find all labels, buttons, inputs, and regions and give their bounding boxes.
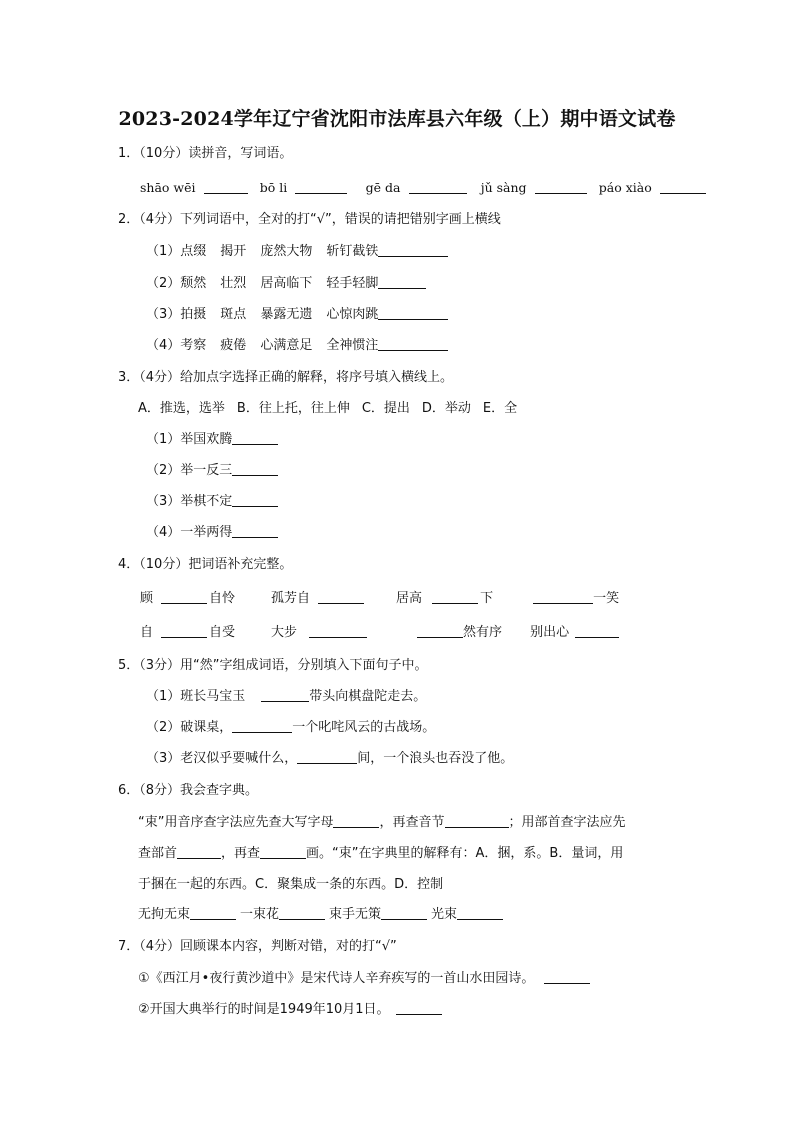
question-6-line-1 xyxy=(138,814,626,832)
question-7-statement-1 xyxy=(138,970,590,988)
answer-blank[interactable] xyxy=(232,719,292,733)
answer-blank[interactable] xyxy=(396,1001,442,1015)
word: 轻手轻脚 xyxy=(326,276,379,291)
question-3-item-2 xyxy=(146,462,278,480)
answer-blank[interactable] xyxy=(378,275,426,289)
question-2-row-1 xyxy=(146,243,448,261)
sentence-part: 一个叱咤风云的古战场。 xyxy=(292,720,436,735)
question-6-line-3: 于捆在一起的东西。C．聚集成一条的东西。D．控制 xyxy=(138,877,444,892)
question-3-item-4 xyxy=(146,524,278,542)
answer-blank[interactable] xyxy=(190,906,236,920)
question-2-row-4 xyxy=(146,337,448,355)
word: 斑点 xyxy=(220,307,247,322)
sentence-part: （1）班长马宝玉 xyxy=(146,689,246,704)
row-number: （1） xyxy=(146,244,181,259)
question-5-heading: 5．（3分）用“然”字组成词语，分别填入下面句子中。 xyxy=(118,658,428,673)
answer-blank[interactable] xyxy=(232,462,278,476)
word: 壮烈 xyxy=(220,276,247,291)
word-part: 一笑 xyxy=(593,591,620,606)
item-text: （4）一举两得 xyxy=(146,525,233,540)
question-1-heading: 1．（10分）读拼音，写词语。 xyxy=(118,146,293,161)
question-7-statement-2 xyxy=(138,1001,442,1019)
word: 颓然 xyxy=(180,276,207,291)
word: 一束花 xyxy=(240,907,280,922)
text: ；用部首查字法应先 xyxy=(508,815,626,830)
answer-blank[interactable] xyxy=(279,906,325,920)
answer-blank[interactable] xyxy=(261,688,309,702)
question-2-row-2 xyxy=(146,275,426,293)
answer-blank[interactable] xyxy=(457,906,503,920)
word-part: 别出心 xyxy=(530,625,570,640)
item-text: （3）举棋不定 xyxy=(146,494,233,509)
word-part: 自怜 xyxy=(209,591,236,606)
sentence-part: （3）老汉似乎要喊什么， xyxy=(146,751,298,766)
answer-blank[interactable] xyxy=(161,590,207,604)
answer-blank[interactable] xyxy=(533,590,593,604)
statement: ①《西江月•夜行黄沙道中》是宋代诗人辛弃疾写的一首山水田园诗。 xyxy=(138,971,535,986)
answer-blank[interactable] xyxy=(232,431,278,445)
answer-blank[interactable] xyxy=(381,906,427,920)
statement: ②开国大典举行的时间是1949年10月1日。 xyxy=(138,1002,390,1017)
answer-blank[interactable] xyxy=(535,180,587,194)
word: 点缀 xyxy=(180,244,207,259)
item-text: （1）举国欢腾 xyxy=(146,432,233,447)
pinyin-4: jǔ sàng xyxy=(480,180,527,195)
word: 揭开 xyxy=(220,244,247,259)
question-3-heading: 3．（4分）给加点字选择正确的解释，将序号填入横线上。 xyxy=(118,370,454,385)
word: 暴露无遗 xyxy=(260,307,313,322)
row-number: （3） xyxy=(146,307,181,322)
word: 束手无策 xyxy=(329,907,382,922)
word-part: 下 xyxy=(480,591,494,606)
word-part: 顾 xyxy=(140,591,154,606)
question-5-item-1 xyxy=(146,688,426,706)
word: 疲倦 xyxy=(220,338,247,353)
question-5-item-2 xyxy=(146,719,435,737)
word: 心满意足 xyxy=(260,338,313,353)
question-6-line-2 xyxy=(138,845,623,863)
answer-blank[interactable] xyxy=(378,306,448,320)
answer-blank[interactable] xyxy=(204,180,248,194)
text: ，再查 xyxy=(221,846,261,861)
word: 庞然大物 xyxy=(260,244,313,259)
page-title: 2023-2024学年辽宁省沈阳市法库县六年级（上）期中语文试卷 xyxy=(118,108,676,130)
text: “束”用音序查字法应先查大写字母 xyxy=(138,815,334,830)
word: 全神惯注 xyxy=(326,338,379,353)
question-1-pinyin-row xyxy=(140,179,706,198)
question-6-words xyxy=(138,906,503,924)
pinyin-2: bō li xyxy=(259,180,288,195)
word-part: 大步 xyxy=(271,625,298,640)
word: 拍摄 xyxy=(180,307,207,322)
word-part: 孤芳自 xyxy=(271,591,311,606)
answer-blank[interactable] xyxy=(378,243,448,257)
answer-blank[interactable] xyxy=(417,624,463,638)
word: 斩钉截铁 xyxy=(326,244,379,259)
answer-blank[interactable] xyxy=(260,845,306,859)
question-2-row-3 xyxy=(146,306,448,324)
word: 光束 xyxy=(431,907,458,922)
word: 无拘无束 xyxy=(138,907,191,922)
pinyin-3: gē da xyxy=(365,180,401,195)
word: 心惊肉跳 xyxy=(326,307,379,322)
option-a: A．推选，选举 xyxy=(138,401,225,416)
option-d: D．举动 xyxy=(421,401,471,416)
question-7-heading: 7．（4分）回顾课本内容，判断对错，对的打“√” xyxy=(118,939,397,954)
sentence-part: （2）破课桌， xyxy=(146,720,233,735)
row-number: （2） xyxy=(146,276,181,291)
sentence-part: 带头向棋盘陀走去。 xyxy=(309,689,427,704)
question-3-options xyxy=(138,400,517,418)
option-c: C．提出 xyxy=(361,401,410,416)
sentence-part: 间，一个浪头也吞没了他。 xyxy=(357,751,514,766)
answer-blank[interactable] xyxy=(445,814,509,828)
question-4-heading: 4．（10分）把词语补充完整。 xyxy=(118,557,293,572)
row-number: （4） xyxy=(146,338,181,353)
option-b: B．往上托，往上伸 xyxy=(236,401,350,416)
word-part: 居高 xyxy=(396,591,423,606)
answer-blank[interactable] xyxy=(295,180,347,194)
word-part: 自受 xyxy=(209,625,236,640)
answer-blank[interactable] xyxy=(575,624,619,638)
word: 考察 xyxy=(180,338,207,353)
text: ，再查音节 xyxy=(379,815,445,830)
answer-blank[interactable] xyxy=(660,180,706,194)
answer-blank[interactable] xyxy=(333,814,379,828)
answer-blank[interactable] xyxy=(177,845,221,859)
word: 居高临下 xyxy=(260,276,313,291)
question-6-heading: 6．（8分）我会查字典。 xyxy=(118,783,259,798)
text: 查部首 xyxy=(138,846,178,861)
question-3-item-3 xyxy=(146,493,278,511)
question-4-row-1 xyxy=(140,590,619,608)
answer-blank[interactable] xyxy=(409,180,467,194)
answer-blank[interactable] xyxy=(309,624,367,638)
option-e: E．全 xyxy=(482,401,518,416)
answer-blank[interactable] xyxy=(232,493,278,507)
question-4-row-2 xyxy=(140,624,619,642)
question-2-heading: 2．（4分）下列词语中，全对的打“√”，错误的请把错别字画上横线 xyxy=(118,212,501,227)
pinyin-5: páo xiào xyxy=(598,180,652,195)
question-5-item-3 xyxy=(146,750,513,768)
word-part: 然有序 xyxy=(463,625,503,640)
word-part: 自 xyxy=(140,625,154,640)
answer-blank[interactable] xyxy=(432,590,478,604)
answer-blank[interactable] xyxy=(378,337,448,351)
answer-blank[interactable] xyxy=(161,624,207,638)
answer-blank[interactable] xyxy=(232,524,278,538)
answer-blank[interactable] xyxy=(544,970,590,984)
answer-blank[interactable] xyxy=(297,750,357,764)
item-text: （2）举一反三 xyxy=(146,463,233,478)
answer-blank[interactable] xyxy=(318,590,364,604)
pinyin-1: shāo wēi xyxy=(140,180,196,195)
text: 画。“束”在字典里的解释有：A．捆，系。B．量词，用 xyxy=(306,846,624,861)
question-3-item-1 xyxy=(146,431,278,449)
